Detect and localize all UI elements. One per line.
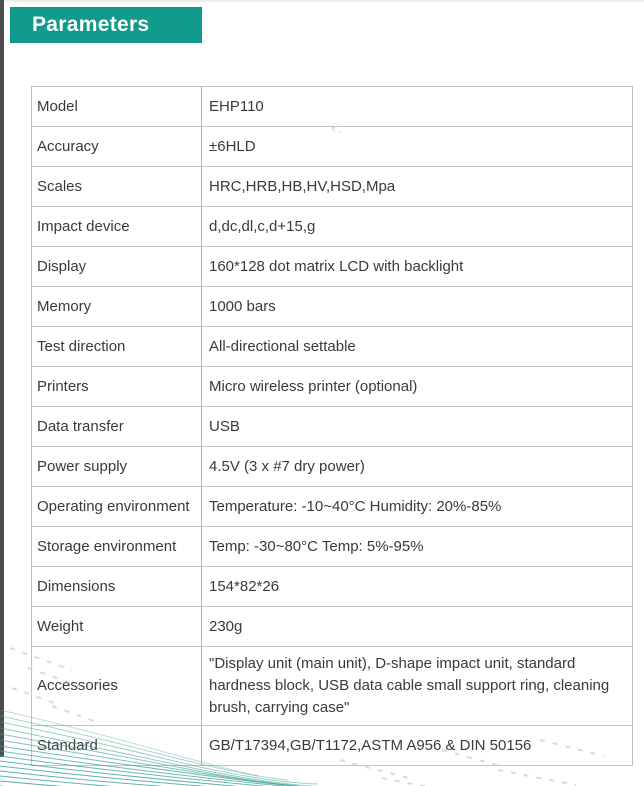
row-value: Micro wireless printer (optional) [202, 367, 633, 407]
row-label: Model [32, 87, 202, 127]
page-title: Parameters [32, 13, 150, 36]
table-row [32, 407, 633, 447]
row-value: ±6HLD [202, 127, 633, 167]
row-label: Memory [32, 287, 202, 327]
section-banner [10, 7, 202, 43]
row-value: Temp: -30~80°C Temp: 5%-95% [202, 527, 633, 567]
row-value: "Display unit (main unit), D-shape impact unit, standard hardness block, USB data cable small support ring, cleaning brush, carrying case" [202, 647, 633, 726]
row-label: Test direction [32, 327, 202, 367]
table-row [32, 327, 633, 367]
row-value: Temperature: -10~40°C Humidity: 20%-85% [202, 487, 633, 527]
row-value: 4.5V (3 x #7 dry power) [202, 447, 633, 487]
row-label: Dimensions [32, 567, 202, 607]
row-label: Printers [32, 367, 202, 407]
row-label: Accuracy [32, 127, 202, 167]
row-value: All-directional settable [202, 327, 633, 367]
table-row [32, 607, 633, 647]
table-row [32, 127, 633, 167]
table-row [32, 647, 633, 726]
row-label: Standard [32, 726, 202, 766]
row-label: Weight [32, 607, 202, 647]
table-row [32, 527, 633, 567]
table-row [32, 567, 633, 607]
parameters-table [31, 86, 633, 766]
row-label: Data transfer [32, 407, 202, 447]
row-label: Display [32, 247, 202, 287]
table-row [32, 247, 633, 287]
row-label: Power supply [32, 447, 202, 487]
row-value: 154*82*26 [202, 567, 633, 607]
table-row [32, 367, 633, 407]
row-label: Operating environment [32, 487, 202, 527]
table-row [32, 207, 633, 247]
row-value: HRC,HRB,HB,HV,HSD,Mpa [202, 167, 633, 207]
left-edge-strip [0, 0, 4, 757]
table-row [32, 87, 633, 127]
row-label: Accessories [32, 647, 202, 726]
row-value: d,dc,dl,c,d+15,g [202, 207, 633, 247]
row-value: USB [202, 407, 633, 447]
table-row [32, 726, 633, 766]
row-value: 160*128 dot matrix LCD with backlight [202, 247, 633, 287]
row-value: GB/T17394,GB/T1172,ASTM A956 & DIN 50156 [202, 726, 633, 766]
table-row [32, 447, 633, 487]
table-row [32, 287, 633, 327]
table-row [32, 167, 633, 207]
row-value: EHP110 [202, 87, 633, 127]
parameters-table-body [32, 87, 633, 766]
row-label: Scales [32, 167, 202, 207]
table-row [32, 487, 633, 527]
row-label: Impact device [32, 207, 202, 247]
row-value: 1000 bars [202, 287, 633, 327]
row-label: Storage environment [32, 527, 202, 567]
row-value: 230g [202, 607, 633, 647]
top-divider-line [0, 0, 644, 2]
